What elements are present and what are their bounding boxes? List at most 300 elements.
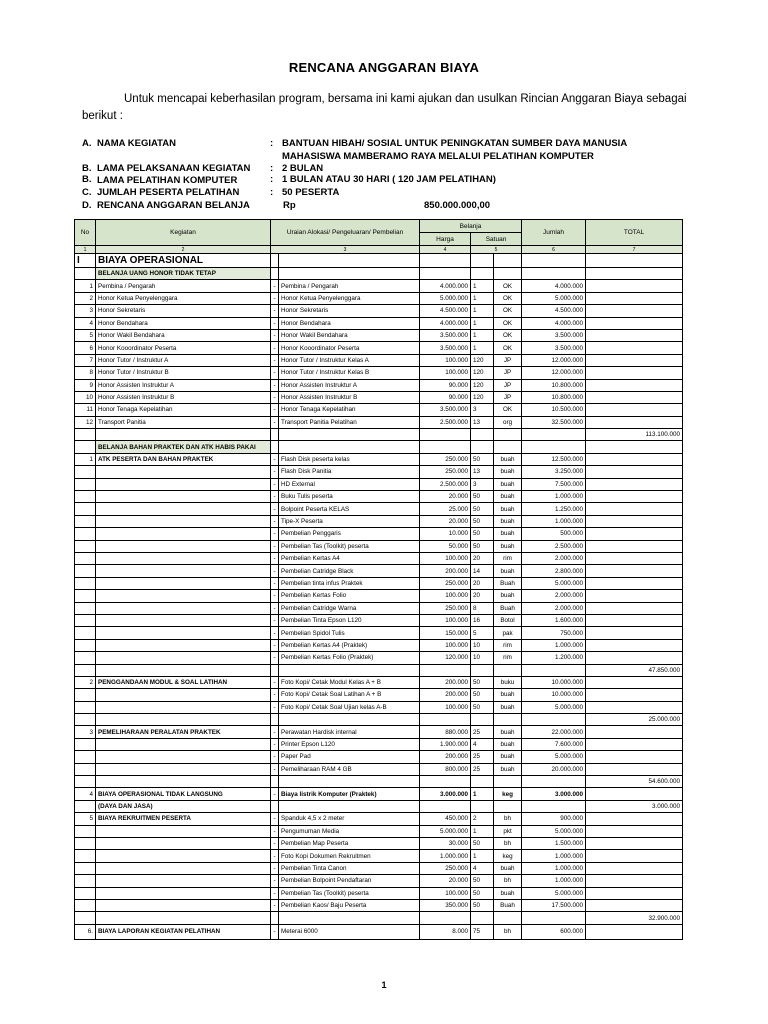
dash-marker: - xyxy=(271,342,279,354)
activity-name: Honor Sekretaris xyxy=(96,305,271,317)
activity-name xyxy=(96,627,271,639)
subtotal-value: 32.900.000 xyxy=(586,912,683,924)
empty-cell xyxy=(586,254,683,268)
total-cell xyxy=(586,676,683,688)
empty-cell xyxy=(494,268,522,280)
quantity: 50 xyxy=(471,528,494,540)
unit-price: 100.000 xyxy=(420,701,471,713)
unit-price: 20.000 xyxy=(420,491,471,503)
allocation-description: Honor Wakil Bendahara xyxy=(279,329,420,341)
budget-table xyxy=(74,219,683,940)
activity-name: Honor Wakil Bendahara xyxy=(96,329,271,341)
total-cell xyxy=(586,478,683,490)
activity-name xyxy=(96,887,271,899)
unit: buah xyxy=(494,763,522,775)
quantity: 8 xyxy=(471,602,494,614)
allocation-description: Pembelian Kertas Folio (Praktek) xyxy=(279,652,420,664)
empty-cell xyxy=(522,254,586,268)
dash-marker: - xyxy=(271,751,279,763)
quantity: 1 xyxy=(471,788,494,800)
unit-price: 250.000 xyxy=(420,466,471,478)
table-row xyxy=(75,342,683,354)
unit: bh xyxy=(494,813,522,825)
subtotal-value: 113.100.000 xyxy=(586,429,683,441)
quantity: 120 xyxy=(471,367,494,379)
item-number xyxy=(75,565,96,577)
info-value-c: 50 PESERTA xyxy=(282,187,340,198)
empty-cell xyxy=(471,800,494,812)
total-cell xyxy=(586,614,683,626)
empty-cell xyxy=(522,664,586,676)
dash-marker: - xyxy=(271,379,279,391)
table-row xyxy=(75,850,683,862)
empty-cell xyxy=(522,441,586,453)
unit-price: 100.000 xyxy=(420,639,471,651)
table-row xyxy=(75,652,683,664)
allocation-description: Pembelian tinta infus Praktek xyxy=(279,577,420,589)
header-satuan: Satuan xyxy=(471,233,522,246)
dash-marker: - xyxy=(271,367,279,379)
amount: 10.800.000 xyxy=(522,379,586,391)
activity-name: Honor Ketua Penyelenggara xyxy=(96,292,271,304)
activity-name: Honor Kooordinator Peserta xyxy=(96,342,271,354)
dash-marker: - xyxy=(271,726,279,738)
info-value-a-2: MAHASISWA MAMBERAMO RAYA MELALUI PELATIHAN KOMPUTER xyxy=(282,151,594,162)
table-row xyxy=(75,614,683,626)
unit-price: 1.000.000 xyxy=(420,850,471,862)
unit-price: 100.000 xyxy=(420,590,471,602)
table-row xyxy=(75,590,683,602)
quantity: 4 xyxy=(471,862,494,874)
empty-cell xyxy=(471,714,494,726)
unit: OK xyxy=(494,317,522,329)
total-cell xyxy=(586,875,683,887)
amount: 2.000.000 xyxy=(522,590,586,602)
table-row xyxy=(75,887,683,899)
activity-name xyxy=(96,862,271,874)
empty-cell xyxy=(279,429,420,441)
item-number: 10 xyxy=(75,391,96,403)
total-cell xyxy=(586,639,683,651)
amount: 22.000.000 xyxy=(522,726,586,738)
quantity: 20 xyxy=(471,552,494,564)
unit: buah xyxy=(494,565,522,577)
quantity: 13 xyxy=(471,466,494,478)
empty-cell xyxy=(279,441,420,453)
empty-cell xyxy=(494,254,522,268)
empty-cell xyxy=(420,800,471,812)
header-total: TOTAL xyxy=(586,220,683,246)
quantity: 1 xyxy=(471,305,494,317)
amount: 3.250.000 xyxy=(522,466,586,478)
item-number xyxy=(75,540,96,552)
allocation-description: Foto Kopi/ Cetak Modul Kelas A + B xyxy=(279,676,420,688)
total-cell xyxy=(586,552,683,564)
amount: 3.500.000 xyxy=(522,329,586,341)
dash-marker: - xyxy=(271,627,279,639)
quantity: 13 xyxy=(471,416,494,428)
item-number: 6. xyxy=(75,924,96,939)
total-cell xyxy=(586,379,683,391)
empty-cell xyxy=(279,254,420,268)
allocation-description: Flash Disk peserta kelas xyxy=(279,453,420,465)
empty-cell xyxy=(279,714,420,726)
allocation-description: Pembelian Kertas A4 (Praktek) xyxy=(279,639,420,651)
subtotal-label xyxy=(96,664,271,676)
allocation-description: Honor Assisten Instruktur A xyxy=(279,379,420,391)
table-row xyxy=(75,726,683,738)
subtotal-row xyxy=(75,800,683,812)
quantity: 3 xyxy=(471,404,494,416)
unit-price: 250.000 xyxy=(420,577,471,589)
info-letter-c: C. xyxy=(82,187,92,198)
empty-cell xyxy=(279,800,420,812)
info-value-b2: 1 BULAN ATAU 30 HARI ( 120 JAM PELATIHAN) xyxy=(282,174,496,185)
dash-marker: - xyxy=(271,614,279,626)
activity-name xyxy=(96,825,271,837)
dash-marker: - xyxy=(271,577,279,589)
quantity: 14 xyxy=(471,565,494,577)
info-sep-d: Rp xyxy=(283,200,296,211)
allocation-description: Honor Tutor / Instruktur Kelas B xyxy=(279,367,420,379)
dash-marker: - xyxy=(271,639,279,651)
unit-price: 200.000 xyxy=(420,676,471,688)
item-number: 3 xyxy=(75,305,96,317)
info-label-c: JUMLAH PESERTA PELATIHAN xyxy=(97,187,240,198)
budget-table-wrapper xyxy=(74,219,682,940)
unit: bh xyxy=(494,875,522,887)
empty-cell xyxy=(75,714,96,726)
unit: buah xyxy=(494,540,522,552)
amount: 5.000.000 xyxy=(522,751,586,763)
unit: rim xyxy=(494,652,522,664)
allocation-description: Pembina / Pengarah xyxy=(279,280,420,292)
empty-cell xyxy=(420,441,471,453)
quantity: 120 xyxy=(471,379,494,391)
dash-marker: - xyxy=(271,652,279,664)
total-cell xyxy=(586,329,683,341)
amount: 12.000.000 xyxy=(522,367,586,379)
quantity: 10 xyxy=(471,652,494,664)
quantity: 50 xyxy=(471,899,494,911)
intro-line-1: Untuk mencapai keberhasilan program, bersama ini kami ajukan dan usulkan Rincian Anggaran Biaya sebagai xyxy=(124,93,687,105)
empty-cell xyxy=(494,776,522,788)
subtotal-row xyxy=(75,664,683,676)
unit-price: 4.000.000 xyxy=(420,280,471,292)
item-number xyxy=(75,614,96,626)
total-cell xyxy=(586,837,683,849)
activity-name xyxy=(96,652,271,664)
unit: pkt xyxy=(494,825,522,837)
item-number xyxy=(75,887,96,899)
table-row xyxy=(75,751,683,763)
empty-cell xyxy=(471,254,494,268)
amount: 2.000.000 xyxy=(522,552,586,564)
total-cell xyxy=(586,491,683,503)
allocation-description: Honor Sekretaris xyxy=(279,305,420,317)
amount: 20.000.000 xyxy=(522,763,586,775)
quantity: 50 xyxy=(471,887,494,899)
table-row xyxy=(75,837,683,849)
budget-table-body xyxy=(75,254,683,940)
item-number xyxy=(75,491,96,503)
item-number xyxy=(75,875,96,887)
allocation-description: Spanduk 4,5 x 2 meter xyxy=(279,813,420,825)
allocation-description: Bolpoint Peserta KELAS xyxy=(279,503,420,515)
item-number: 6 xyxy=(75,342,96,354)
total-cell xyxy=(586,751,683,763)
total-cell xyxy=(586,577,683,589)
empty-cell xyxy=(420,254,471,268)
info-value-a: BANTUAN HIBAH/ SOSIAL UNTUK PENINGKATAN SUMBER DAYA MANUSIA xyxy=(282,138,628,149)
table-row xyxy=(75,565,683,577)
activity-name xyxy=(96,577,271,589)
unit: buah xyxy=(494,751,522,763)
column-index: 6 xyxy=(522,246,586,254)
unit: keg xyxy=(494,788,522,800)
allocation-description: Foto Kopi Dokumen Rekruitmen xyxy=(279,850,420,862)
total-cell xyxy=(586,726,683,738)
unit: buah xyxy=(494,726,522,738)
quantity: 50 xyxy=(471,676,494,688)
dash-marker: - xyxy=(271,689,279,701)
quantity: 50 xyxy=(471,875,494,887)
total-cell xyxy=(586,738,683,750)
empty-cell xyxy=(75,664,96,676)
unit: JP xyxy=(494,379,522,391)
activity-name: Honor Tutor / Instruktur A xyxy=(96,354,271,366)
item-number: 11 xyxy=(75,404,96,416)
empty-cell xyxy=(471,441,494,453)
item-number: 8 xyxy=(75,367,96,379)
unit-price: 50.000 xyxy=(420,540,471,552)
quantity: 50 xyxy=(471,491,494,503)
amount: 1.200.000 xyxy=(522,652,586,664)
allocation-description: Pembelian Catridge Warna xyxy=(279,602,420,614)
amount: 1.000.000 xyxy=(522,515,586,527)
empty-cell xyxy=(271,254,279,268)
quantity: 1 xyxy=(471,317,494,329)
item-number: 3 xyxy=(75,726,96,738)
item-number: 5 xyxy=(75,813,96,825)
unit-price: 150.000 xyxy=(420,627,471,639)
item-number xyxy=(75,590,96,602)
activity-name: Pembina / Pengarah xyxy=(96,280,271,292)
unit-price: 30.000 xyxy=(420,837,471,849)
activity-name xyxy=(96,738,271,750)
empty-cell xyxy=(522,429,586,441)
subtotal-label xyxy=(96,714,271,726)
empty-cell xyxy=(586,268,683,280)
item-number: 1 xyxy=(75,453,96,465)
total-cell xyxy=(586,590,683,602)
info-value-b1: 2 BULAN xyxy=(282,163,324,174)
unit: buah xyxy=(494,590,522,602)
unit-price: 2.500.000 xyxy=(420,478,471,490)
subtotal-row xyxy=(75,429,683,441)
amount: 12.000.000 xyxy=(522,354,586,366)
activity-name xyxy=(96,899,271,911)
header-harga: Harga xyxy=(420,233,471,246)
empty-cell xyxy=(279,268,420,280)
unit: OK xyxy=(494,280,522,292)
quantity: 50 xyxy=(471,515,494,527)
empty-cell xyxy=(471,912,494,924)
dash-marker: - xyxy=(271,899,279,911)
allocation-description: Pembelian Spidol Tulis xyxy=(279,627,420,639)
dash-marker: - xyxy=(271,416,279,428)
total-cell xyxy=(586,813,683,825)
empty-cell xyxy=(75,776,96,788)
amount: 1.000.000 xyxy=(522,491,586,503)
quantity: 20 xyxy=(471,577,494,589)
total-cell xyxy=(586,503,683,515)
item-number xyxy=(75,503,96,515)
unit-price: 4.000.000 xyxy=(420,317,471,329)
item-number xyxy=(75,850,96,862)
total-cell xyxy=(586,466,683,478)
allocation-description: Pembelian Tas (Toolkit) peserta xyxy=(279,540,420,552)
activity-name xyxy=(96,540,271,552)
dash-marker: - xyxy=(271,515,279,527)
activity-name: Honor Bendahara xyxy=(96,317,271,329)
allocation-description: Honor Assisten Instruktur B xyxy=(279,391,420,403)
amount: 1.500.000 xyxy=(522,837,586,849)
amount: 3.000.000 xyxy=(522,788,586,800)
total-cell xyxy=(586,292,683,304)
item-number xyxy=(75,466,96,478)
table-row xyxy=(75,305,683,317)
total-cell xyxy=(586,689,683,701)
dash-marker: - xyxy=(271,391,279,403)
unit: buah xyxy=(494,491,522,503)
item-number xyxy=(75,751,96,763)
section-row xyxy=(75,254,683,268)
quantity: 4 xyxy=(471,738,494,750)
header-belanja: Belanja xyxy=(420,220,522,233)
unit-price: 250.000 xyxy=(420,453,471,465)
table-row xyxy=(75,503,683,515)
dash-marker: - xyxy=(271,292,279,304)
quantity: 10 xyxy=(471,639,494,651)
item-number xyxy=(75,515,96,527)
unit-price: 90.000 xyxy=(420,379,471,391)
dash-marker: - xyxy=(271,590,279,602)
unit-price: 200.000 xyxy=(420,565,471,577)
total-cell xyxy=(586,416,683,428)
item-number xyxy=(75,577,96,589)
table-row xyxy=(75,552,683,564)
empty-cell xyxy=(522,714,586,726)
empty-cell xyxy=(494,800,522,812)
empty-cell xyxy=(75,912,96,924)
dash-marker: - xyxy=(271,862,279,874)
table-row xyxy=(75,875,683,887)
allocation-description: Pengumuman Media xyxy=(279,825,420,837)
quantity: 75 xyxy=(471,924,494,939)
total-cell xyxy=(586,899,683,911)
amount: 2.000.000 xyxy=(522,602,586,614)
item-number: 1 xyxy=(75,280,96,292)
unit-price: 100.000 xyxy=(420,552,471,564)
total-cell xyxy=(586,354,683,366)
empty-cell xyxy=(471,664,494,676)
amount: 750.000 xyxy=(522,627,586,639)
amount: 4.500.000 xyxy=(522,305,586,317)
activity-name xyxy=(96,602,271,614)
allocation-description: HD External xyxy=(279,478,420,490)
page-number: 1 xyxy=(381,980,387,990)
info-letter-b1: B. xyxy=(82,163,92,174)
amount: 1.250.000 xyxy=(522,503,586,515)
activity-name xyxy=(96,552,271,564)
quantity: 1 xyxy=(471,825,494,837)
unit-price: 25.000 xyxy=(420,503,471,515)
empty-cell xyxy=(271,912,279,924)
amount: 7.600.000 xyxy=(522,738,586,750)
unit: Buah xyxy=(494,577,522,589)
unit-price: 3.000.000 xyxy=(420,788,471,800)
unit: keg xyxy=(494,850,522,862)
allocation-description: Honor Kooordinator Peserta xyxy=(279,342,420,354)
allocation-description: Paper Pad xyxy=(279,751,420,763)
item-number: 4 xyxy=(75,317,96,329)
allocation-description: Pembelian Tas (Toolkit) peserta xyxy=(279,887,420,899)
empty-cell xyxy=(420,776,471,788)
item-number xyxy=(75,763,96,775)
item-number: 2 xyxy=(75,676,96,688)
empty-cell xyxy=(271,664,279,676)
total-cell xyxy=(586,862,683,874)
subtotal-value: 25.000.000 xyxy=(586,714,683,726)
subtotal-label: (DAYA DAN JASA) xyxy=(96,800,271,812)
amount: 1.600.000 xyxy=(522,614,586,626)
activity-name xyxy=(96,478,271,490)
allocation-description: Pembelian Kertas Folio xyxy=(279,590,420,602)
amount: 12.500.000 xyxy=(522,453,586,465)
unit: OK xyxy=(494,305,522,317)
activity-name xyxy=(96,528,271,540)
amount: 500.000 xyxy=(522,528,586,540)
activity-name: Transport Panitia xyxy=(96,416,271,428)
allocation-description: Meterai 6000 xyxy=(279,924,420,939)
allocation-description: Perawatan Hardisk internal xyxy=(279,726,420,738)
amount: 5.000.000 xyxy=(522,577,586,589)
quantity: 1 xyxy=(471,850,494,862)
table-row xyxy=(75,354,683,366)
activity-name xyxy=(96,466,271,478)
empty-cell xyxy=(522,268,586,280)
allocation-description: Honor Bendahara xyxy=(279,317,420,329)
unit: bh xyxy=(494,924,522,939)
dash-marker: - xyxy=(271,825,279,837)
unit: buah xyxy=(494,528,522,540)
total-cell xyxy=(586,280,683,292)
quantity: 25 xyxy=(471,751,494,763)
empty-cell xyxy=(271,441,279,453)
dash-marker: - xyxy=(271,528,279,540)
unit: pak xyxy=(494,627,522,639)
empty-cell xyxy=(75,429,96,441)
column-index: 2 xyxy=(96,246,271,254)
empty-cell xyxy=(522,776,586,788)
dash-marker: - xyxy=(271,887,279,899)
table-row xyxy=(75,478,683,490)
total-cell xyxy=(586,825,683,837)
activity-name xyxy=(96,850,271,862)
unit: Buah xyxy=(494,899,522,911)
subsection-title: BELANJA UANG HONOR TIDAK TETAP xyxy=(96,268,271,280)
